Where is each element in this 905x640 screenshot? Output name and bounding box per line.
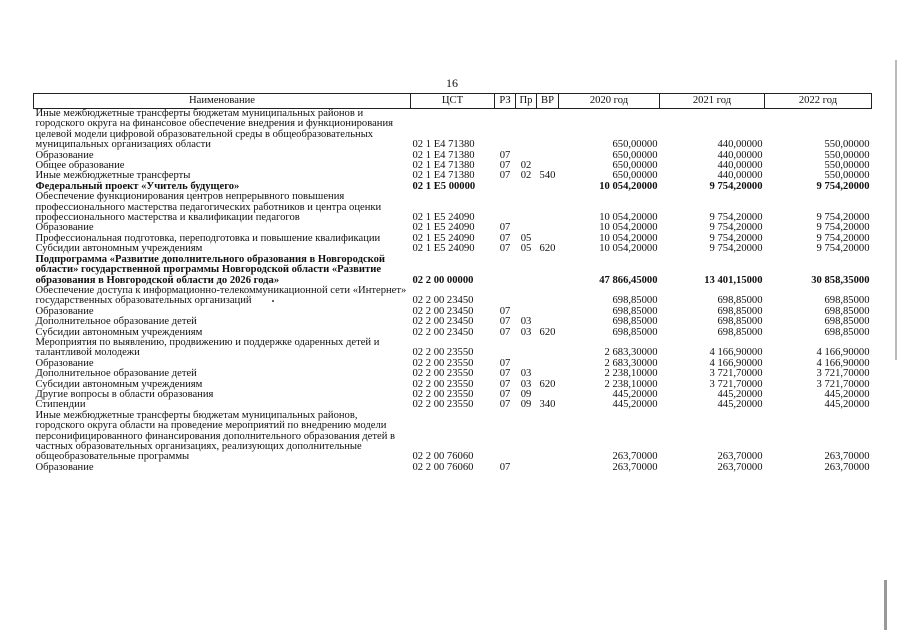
row-rz: 07 bbox=[499, 232, 511, 244]
row-vr bbox=[537, 307, 559, 317]
row-pr: 03 bbox=[520, 326, 532, 338]
row-value-2022: 550,00000 bbox=[824, 139, 870, 151]
row-pr: 02 bbox=[520, 170, 532, 182]
table-header-row bbox=[34, 94, 872, 109]
row-vr: 340 bbox=[539, 399, 556, 411]
row-value-2022: 550,00000 bbox=[824, 149, 870, 161]
scan-edge-mark bbox=[895, 60, 897, 360]
header-2022: 2022 год bbox=[765, 94, 872, 109]
row-name: Образование bbox=[35, 461, 94, 473]
row-rz bbox=[495, 338, 516, 359]
row-pr bbox=[516, 255, 537, 286]
row-pr: 05 bbox=[520, 243, 532, 255]
row-cst: 02 2 00 23550 bbox=[412, 399, 474, 411]
row-value-2022: 550,00000 bbox=[824, 170, 870, 182]
row-rz: 07 bbox=[499, 368, 511, 380]
row-rz bbox=[495, 411, 516, 463]
row-name: Образование bbox=[35, 149, 94, 161]
row-name: Обеспечение доступа к информационно-телекоммуникационной сети «Интернет» государственных образовательных организаций bbox=[35, 284, 407, 307]
row-value-2021: 698,85000 bbox=[717, 316, 763, 328]
row-cst: 02 2 00 23450 bbox=[412, 305, 474, 317]
row-rz bbox=[495, 182, 516, 192]
row-value-2020: 2 683,30000 bbox=[604, 347, 658, 359]
row-vr bbox=[537, 369, 559, 379]
table-row bbox=[34, 317, 872, 327]
row-cst: 02 2 00 23450 bbox=[412, 326, 474, 338]
row-name: Мероприятия по выявлению, продвижению и поддержке одаренных детей и талантливой молодежи bbox=[35, 336, 380, 359]
row-rz: 07 bbox=[499, 461, 511, 473]
row-value-2021: 263,70000 bbox=[717, 451, 763, 463]
header-2021: 2021 год bbox=[660, 94, 765, 109]
row-value-2021: 4 166,90000 bbox=[709, 347, 763, 359]
row-rz: 07 bbox=[499, 326, 511, 338]
row-value-2022: 4 166,90000 bbox=[816, 347, 870, 359]
row-vr bbox=[537, 359, 559, 369]
row-value-2020: 445,20000 bbox=[612, 399, 658, 411]
row-value-2022: 698,85000 bbox=[824, 305, 870, 317]
row-value-2022: 9 754,20000 bbox=[816, 243, 870, 255]
table-row bbox=[34, 255, 872, 286]
row-vr bbox=[537, 317, 559, 327]
row-value-2021: 440,00000 bbox=[717, 139, 763, 151]
row-name: Стипендии bbox=[35, 399, 86, 411]
row-value-2021: 4 166,90000 bbox=[709, 357, 763, 369]
row-cst: 02 2 00 23550 bbox=[412, 388, 474, 400]
row-vr: 540 bbox=[539, 170, 556, 182]
row-value-2020: 10 054,20000 bbox=[599, 212, 658, 224]
row-vr bbox=[537, 463, 559, 473]
row-value-2021: 440,00000 bbox=[717, 160, 763, 172]
row-value-2021: 698,85000 bbox=[717, 326, 763, 338]
row-value-2021: 698,85000 bbox=[717, 295, 763, 307]
row-cst: 02 2 00 23550 bbox=[412, 368, 474, 380]
row-cst: 02 2 00 76060 bbox=[412, 451, 474, 463]
row-pr: 05 bbox=[520, 232, 532, 244]
row-name: Иные межбюджетные трансферты бюджетам муниципальных районов, городского округа области на проведение мероприятий по внедрению модели персонифицированного финансирования дополнительного образования детей в частных образовательных организациях, реализующих дополнительные общеобразовательные программы bbox=[35, 409, 396, 463]
row-value-2020: 698,85000 bbox=[612, 326, 658, 338]
row-value-2021: 3 721,70000 bbox=[709, 368, 763, 380]
row-value-2022: 9 754,20000 bbox=[816, 212, 870, 224]
row-value-2022: 9 754,20000 bbox=[816, 222, 870, 234]
row-pr bbox=[516, 286, 537, 307]
table-body bbox=[34, 109, 872, 474]
row-value-2020: 2 238,10000 bbox=[604, 378, 658, 390]
row-vr bbox=[537, 286, 559, 307]
row-cst: 02 1 E5 24090 bbox=[412, 212, 475, 224]
row-vr: 620 bbox=[539, 243, 556, 255]
row-value-2022: 263,70000 bbox=[824, 461, 870, 473]
row-value-2021: 440,00000 bbox=[717, 170, 763, 182]
table-row bbox=[34, 192, 872, 223]
table-row bbox=[34, 109, 872, 151]
row-vr bbox=[537, 411, 559, 463]
row-value-2022: 4 166,90000 bbox=[816, 357, 870, 369]
scan-dot bbox=[272, 300, 274, 302]
row-value-2021: 440,00000 bbox=[717, 149, 763, 161]
row-rz: 07 bbox=[499, 316, 511, 328]
row-value-2020: 650,00000 bbox=[612, 139, 658, 151]
header-2020: 2020 год bbox=[559, 94, 660, 109]
row-value-2022: 698,85000 bbox=[824, 295, 870, 307]
row-pr: 09 bbox=[520, 399, 532, 411]
row-name: Дополнительное образование детей bbox=[35, 316, 197, 328]
row-cst: 02 1 E4 71380 bbox=[412, 139, 475, 151]
page-number: 16 bbox=[446, 76, 458, 90]
row-cst: 02 1 E5 24090 bbox=[412, 232, 475, 244]
row-name: Субсидии автономным учреждениям bbox=[35, 243, 203, 255]
row-pr: 03 bbox=[520, 368, 532, 380]
row-cst: 02 1 E4 71380 bbox=[412, 160, 475, 172]
row-value-2021: 445,20000 bbox=[717, 399, 763, 411]
row-rz bbox=[495, 192, 516, 223]
row-pr bbox=[516, 192, 537, 223]
row-value-2020: 10 054,20000 bbox=[599, 222, 658, 234]
row-name: Другие вопросы в области образования bbox=[35, 388, 214, 400]
row-value-2021: 9 754,20000 bbox=[709, 222, 763, 234]
row-cst: 02 1 E5 24090 bbox=[412, 222, 475, 234]
row-vr: 620 bbox=[539, 326, 556, 338]
row-pr bbox=[516, 109, 537, 151]
row-vr bbox=[537, 109, 559, 151]
row-name: Общее образование bbox=[35, 160, 125, 172]
row-value-2022: 698,85000 bbox=[824, 326, 870, 338]
row-vr bbox=[537, 151, 559, 161]
row-value-2020: 2 238,10000 bbox=[604, 368, 658, 380]
row-rz: 07 bbox=[499, 170, 511, 182]
row-vr bbox=[537, 192, 559, 223]
row-name: Профессиональная подготовка, переподготовка и повышение квалификации bbox=[35, 232, 381, 244]
row-value-2022: 30 858,35000 bbox=[811, 274, 870, 286]
row-rz: 07 bbox=[499, 399, 511, 411]
row-vr bbox=[537, 182, 559, 192]
row-value-2020: 263,70000 bbox=[612, 451, 658, 463]
row-value-2021: 9 754,20000 bbox=[709, 180, 763, 192]
row-vr: 620 bbox=[539, 378, 556, 390]
row-value-2021: 9 754,20000 bbox=[709, 243, 763, 255]
row-name: Образование bbox=[35, 222, 94, 234]
row-value-2022: 3 721,70000 bbox=[816, 378, 870, 390]
row-value-2021: 445,20000 bbox=[717, 388, 763, 400]
row-cst: 02 2 00 23550 bbox=[412, 357, 474, 369]
row-value-2021: 3 721,70000 bbox=[709, 378, 763, 390]
row-cst: 02 2 00 23550 bbox=[412, 378, 474, 390]
row-vr bbox=[537, 223, 559, 233]
table-row bbox=[34, 286, 872, 307]
table-row bbox=[34, 463, 872, 473]
row-name: Субсидии автономным учреждениям bbox=[35, 378, 203, 390]
row-value-2020: 445,20000 bbox=[612, 388, 658, 400]
header-vr: ВР bbox=[537, 94, 559, 109]
row-cst: 02 2 00 23450 bbox=[412, 295, 474, 307]
header-name: Наименование bbox=[34, 94, 411, 109]
row-rz: 07 bbox=[499, 149, 511, 161]
row-value-2022: 263,70000 bbox=[824, 451, 870, 463]
row-name: Иные межбюджетные трансферты бюджетам муниципальных районов и городского округа на финансовое обеспечение внедрения и функционирования целевой модели цифровой образовательной среды в общеобразовательных муниципальных организациях области bbox=[35, 108, 393, 151]
row-cst: 02 1 E4 71380 bbox=[412, 149, 475, 161]
row-value-2020: 2 683,30000 bbox=[604, 357, 658, 369]
row-pr bbox=[516, 411, 537, 463]
row-name: Обеспечение функционирования центров непрерывного повышения профессионального мастерства педагогических работников и центра оценки профессионального мастерства и квалификации педагогов bbox=[35, 191, 382, 224]
row-value-2021: 9 754,20000 bbox=[709, 232, 763, 244]
row-value-2020: 698,85000 bbox=[612, 295, 658, 307]
row-name: Подпрограмма «Развитие дополнительного образования в Новгородской области» государственной программы Новгородской области «Развитие образования в Новгородской области до 2026 года» bbox=[35, 253, 386, 286]
row-value-2022: 445,20000 bbox=[824, 388, 870, 400]
row-vr bbox=[537, 338, 559, 359]
row-value-2020: 698,85000 bbox=[612, 316, 658, 328]
row-rz: 07 bbox=[499, 388, 511, 400]
row-name: Иные межбюджетные трансферты bbox=[35, 170, 191, 182]
scan-edge-mark bbox=[884, 580, 887, 630]
row-value-2021: 263,70000 bbox=[717, 461, 763, 473]
row-value-2020: 650,00000 bbox=[612, 170, 658, 182]
table-row bbox=[34, 369, 872, 379]
row-value-2020: 650,00000 bbox=[612, 160, 658, 172]
row-cst: 02 2 00 76060 bbox=[412, 461, 474, 473]
row-rz: 07 bbox=[499, 378, 511, 390]
row-cst: 02 2 00 23450 bbox=[412, 316, 474, 328]
row-rz: 07 bbox=[499, 243, 511, 255]
row-name: Федеральный проект «Учитель будущего» bbox=[35, 180, 240, 192]
row-pr: 03 bbox=[520, 316, 532, 328]
row-pr: 02 bbox=[520, 160, 532, 172]
row-cst: 02 1 E5 00000 bbox=[412, 180, 476, 192]
row-value-2022: 445,20000 bbox=[824, 399, 870, 411]
row-value-2022: 550,00000 bbox=[824, 160, 870, 172]
row-cst: 02 1 E5 24090 bbox=[412, 243, 475, 255]
table-row bbox=[34, 338, 872, 359]
row-value-2022: 698,85000 bbox=[824, 316, 870, 328]
row-value-2022: 9 754,20000 bbox=[816, 232, 870, 244]
row-name: Образование bbox=[35, 357, 94, 369]
row-rz bbox=[495, 255, 516, 286]
row-value-2020: 10 054,20000 bbox=[599, 180, 658, 192]
row-vr bbox=[537, 255, 559, 286]
header-cst: ЦСТ bbox=[411, 94, 495, 109]
row-name: Дополнительное образование детей bbox=[35, 368, 197, 380]
header-pr: Пр bbox=[516, 94, 537, 109]
row-value-2021: 698,85000 bbox=[717, 305, 763, 317]
row-name: Субсидии автономным учреждениям bbox=[35, 326, 203, 338]
row-value-2020: 263,70000 bbox=[612, 461, 658, 473]
row-cst: 02 2 00 00000 bbox=[412, 274, 474, 286]
row-value-2020: 10 054,20000 bbox=[599, 243, 658, 255]
table-row bbox=[34, 411, 872, 463]
row-cst: 02 1 E4 71380 bbox=[412, 170, 475, 182]
row-value-2020: 47 866,45000 bbox=[599, 274, 658, 286]
row-value-2020: 650,00000 bbox=[612, 149, 658, 161]
row-pr: 03 bbox=[520, 378, 532, 390]
row-pr: 09 bbox=[520, 388, 532, 400]
row-pr bbox=[516, 182, 537, 192]
row-rz: 07 bbox=[499, 305, 511, 317]
row-rz bbox=[495, 109, 516, 151]
budget-table bbox=[33, 93, 872, 473]
row-pr bbox=[516, 463, 537, 473]
row-name: Образование bbox=[35, 305, 94, 317]
row-value-2021: 13 401,15000 bbox=[704, 274, 763, 286]
header-rz: РЗ bbox=[495, 94, 516, 109]
row-rz: 07 bbox=[499, 222, 511, 234]
row-pr bbox=[516, 338, 537, 359]
row-value-2022: 9 754,20000 bbox=[816, 180, 870, 192]
row-rz bbox=[495, 286, 516, 307]
row-value-2020: 698,85000 bbox=[612, 305, 658, 317]
row-value-2021: 9 754,20000 bbox=[709, 212, 763, 224]
row-cst: 02 2 00 23550 bbox=[412, 347, 474, 359]
row-rz: 07 bbox=[499, 357, 511, 369]
row-rz: 07 bbox=[499, 160, 511, 172]
row-value-2022: 3 721,70000 bbox=[816, 368, 870, 380]
row-value-2020: 10 054,20000 bbox=[599, 232, 658, 244]
